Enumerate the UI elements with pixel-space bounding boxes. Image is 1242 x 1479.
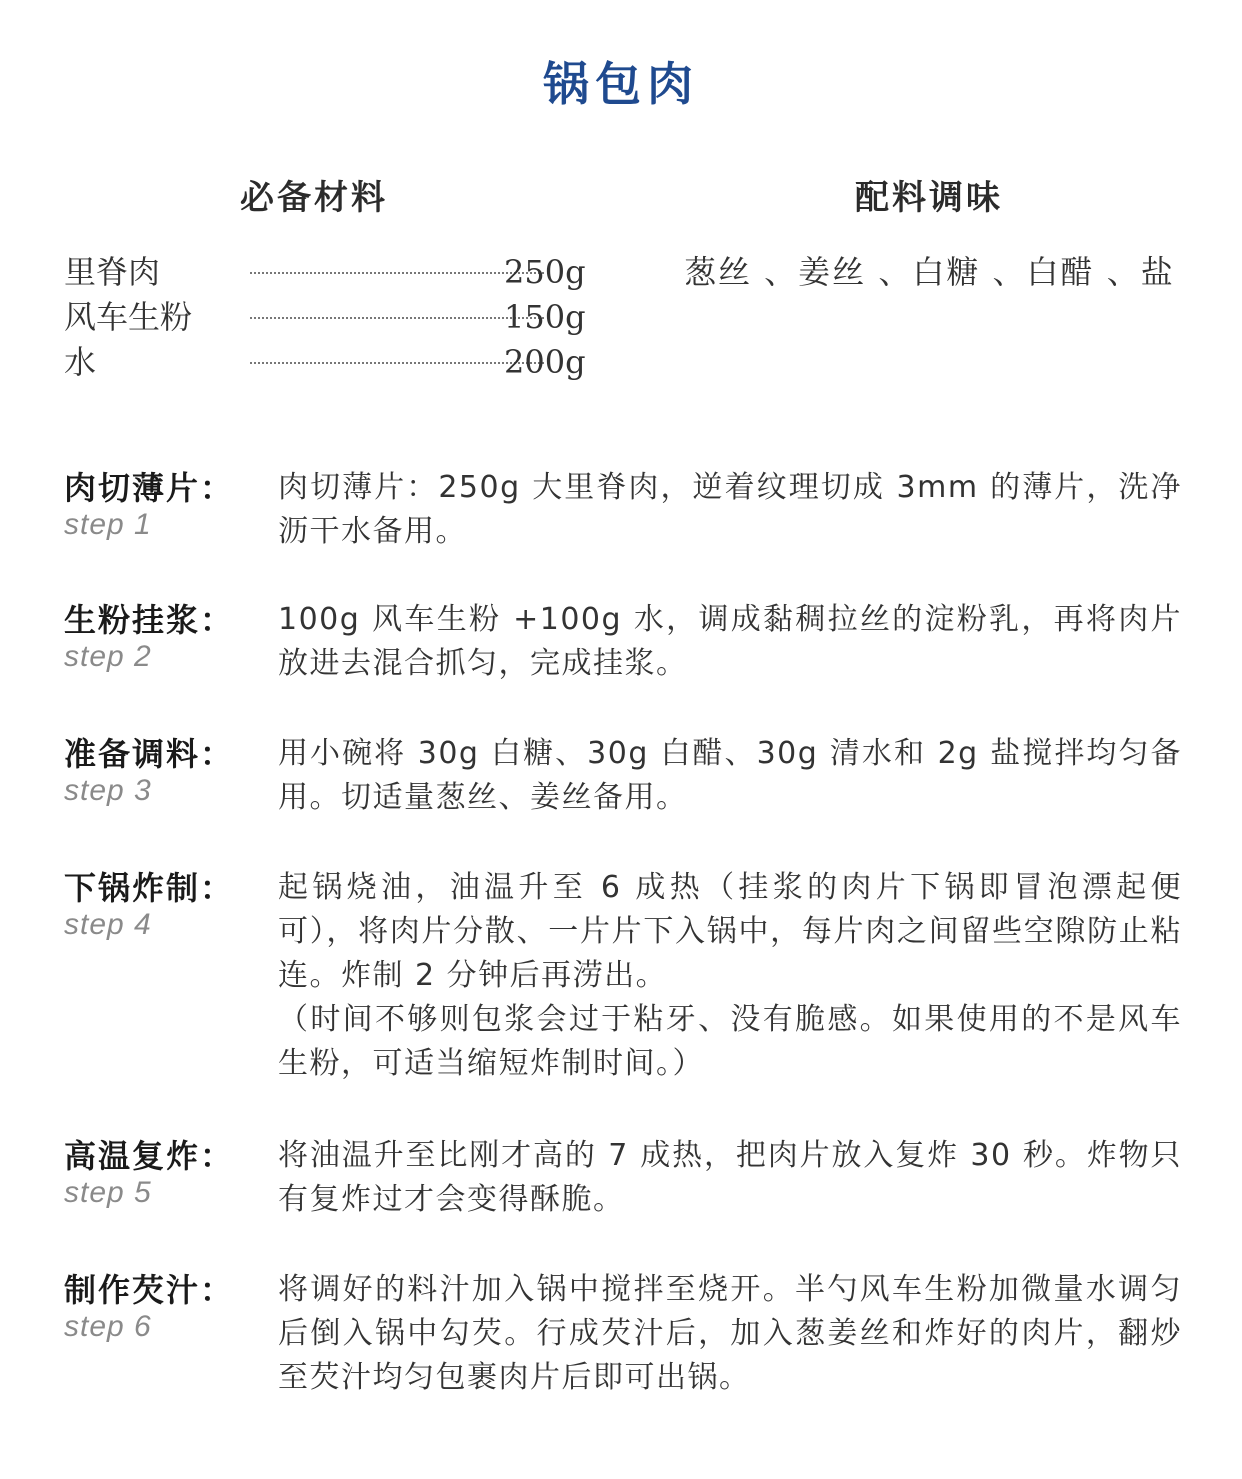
step-text [278,1134,1182,1268]
step-paragraph: （时间不够则包浆会过于粘牙、没有脆感。如果使用的不是风车生粉，可适当缩短炸制时间。） [278,1002,1182,1081]
ingredient-row [64,295,584,340]
step-text [278,598,1182,732]
step-paragraph: 用小碗将 30g 白糖、30g 白醋、30g 清水和 2g 盐搅拌均匀备用。切适量葱丝、姜丝备用。 [278,736,1182,815]
dotted-leader [250,362,544,364]
step-number: step 6 [64,1310,152,1343]
step-label: 肉切薄片： [64,469,235,507]
step-number: step 3 [64,774,152,807]
ingredient-name: 水 [64,343,97,381]
step-label: 制作芡汁： [64,1271,235,1309]
ingredient-row [64,340,584,385]
step-label: 生粉挂浆： [64,601,235,639]
ingredient-amount: 250g [504,253,586,291]
step-number: step 4 [64,908,152,941]
step-number: step 1 [64,508,152,541]
step-paragraph: 起锅烧油，油温升至 6 成热（挂浆的肉片下锅即冒泡漂起便可），将肉片分散、一片片下入锅中，每片肉之间留些空隙防止粘连。炸制 2 分钟后再涝出。 [278,870,1182,993]
step-5 [64,1134,1184,1268]
step-paragraph: 将油温升至比刚才高的 7 成热，把肉片放入复炸 30 秒。炸物只有复炸过才会变得酥脆。 [278,1138,1182,1217]
step-label: 下锅炸制： [64,869,235,907]
step-text [278,466,1182,598]
step-paragraph: 将调好的料汁加入锅中搅拌至烧开。半勺风车生粉加微量水调匀后倒入锅中勾芡。行成芡汁后，加入葱姜丝和炸好的肉片，翻炒至芡汁均匀包裹肉片后即可出锅。 [278,1272,1182,1395]
ingredient-amount: 150g [504,298,586,336]
step-paragraph: 肉切薄片：250g 大里脊肉，逆着纹理切成 3mm 的薄片，洗净沥干水备用。 [278,470,1182,549]
step-1 [64,466,1184,598]
steps-list [64,466,1184,1408]
step-2 [64,598,1184,732]
ingredient-row [64,250,584,295]
ingredients-list [64,250,584,385]
step-3 [64,732,1184,866]
step-6 [64,1268,1184,1408]
dotted-leader [250,317,544,319]
step-text [278,866,1182,1134]
ingredient-name: 里脊肉 [64,253,161,291]
step-text [278,1268,1182,1408]
step-label: 高温复炸： [64,1137,235,1175]
dotted-leader [250,272,544,274]
step-number: step 5 [64,1176,152,1209]
step-label: 准备调料： [64,735,235,773]
ingredient-amount: 200g [504,343,586,381]
step-paragraph: 100g 风车生粉 +100g 水，调成黏稠拉丝的淀粉乳，再将肉片放进去混合抓匀，完成挂浆。 [278,602,1182,681]
step-text [278,732,1182,866]
step-number: step 2 [64,640,152,673]
ingredient-name: 风车生粉 [64,298,193,336]
page-title: 锅包肉 [543,57,699,111]
seasoning-heading: 配料调味 [855,178,1003,218]
seasoning-list: 葱丝 、姜丝 、白糖 、白醋 、盐 [684,253,1175,291]
step-4 [64,866,1184,1134]
ingredients-heading: 必备材料 [240,178,388,218]
